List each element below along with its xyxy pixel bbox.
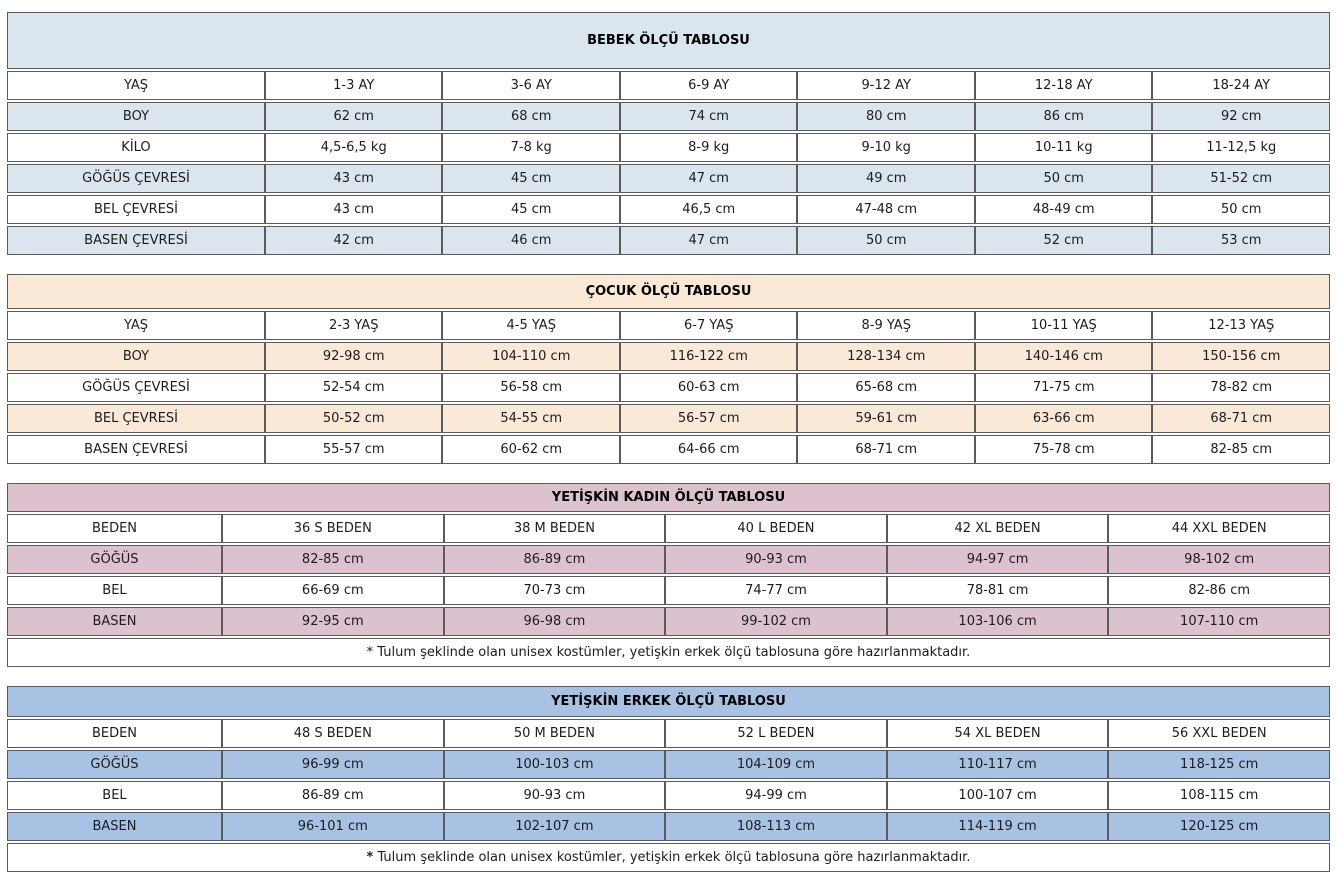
size-value-cell: 80 cm (797, 102, 975, 131)
table-footnote-row (7, 638, 1330, 667)
size-value-cell: 78-81 cm (887, 576, 1109, 605)
footnote-text: Tulum şeklinde olan unisex kostümler, yetişkin erkek ölçü tablosuna göre hazırlanmaktadır. (373, 645, 971, 660)
table-row (7, 781, 1330, 810)
size-value-cell: 9-10 kg (797, 133, 975, 162)
size-value-cell: 150-156 cm (1152, 342, 1330, 371)
size-value-cell: 42 cm (265, 226, 443, 255)
size-value-cell: 45 cm (442, 195, 620, 224)
cocuk-size-table (7, 272, 1330, 466)
size-value-cell: 98-102 cm (1108, 545, 1330, 574)
table-row (7, 607, 1330, 636)
size-value-cell: 8-9 kg (620, 133, 798, 162)
size-value-cell: 10-11 kg (975, 133, 1153, 162)
row-label: BEL ÇEVRESİ (7, 195, 265, 224)
size-value-cell: 63-66 cm (975, 404, 1153, 433)
size-value-cell: 7-8 kg (442, 133, 620, 162)
size-value-cell: 66-69 cm (222, 576, 444, 605)
table-row (7, 750, 1330, 779)
row-label: BASEN (7, 812, 222, 841)
size-value-cell: 10-11 YAŞ (975, 311, 1153, 340)
size-value-cell: 56-58 cm (442, 373, 620, 402)
size-value-cell: 46,5 cm (620, 195, 798, 224)
size-value-cell: 71-75 cm (975, 373, 1153, 402)
size-value-cell: 68-71 cm (797, 435, 975, 464)
row-label: BEDEN (7, 514, 222, 543)
size-value-cell: 59-61 cm (797, 404, 975, 433)
table-title-row (7, 483, 1330, 512)
table-row (7, 342, 1330, 371)
table-row (7, 719, 1330, 748)
size-value-cell: 40 L BEDEN (665, 514, 887, 543)
table-row (7, 812, 1330, 841)
size-value-cell: 128-134 cm (797, 342, 975, 371)
size-value-cell: 47-48 cm (797, 195, 975, 224)
size-tables-container (7, 10, 1330, 874)
size-value-cell: 90-93 cm (444, 781, 666, 810)
row-label: BEL (7, 781, 222, 810)
size-value-cell: 42 XL BEDEN (887, 514, 1109, 543)
size-value-cell: 18-24 AY (1152, 71, 1330, 100)
size-value-cell: 70-73 cm (444, 576, 666, 605)
size-value-cell: 50 cm (975, 164, 1153, 193)
size-value-cell: 60-62 cm (442, 435, 620, 464)
size-value-cell: 36 S BEDEN (222, 514, 444, 543)
table-title-row (7, 274, 1330, 309)
size-value-cell: 52-54 cm (265, 373, 443, 402)
size-value-cell: 86 cm (975, 102, 1153, 131)
row-label: YAŞ (7, 311, 265, 340)
size-value-cell: 52 L BEDEN (665, 719, 887, 748)
table-title-row (7, 12, 1330, 69)
size-value-cell: 56-57 cm (620, 404, 798, 433)
row-label: KİLO (7, 133, 265, 162)
size-value-cell: 75-78 cm (975, 435, 1153, 464)
size-value-cell: 68-71 cm (1152, 404, 1330, 433)
size-value-cell: 74-77 cm (665, 576, 887, 605)
table-footnote (7, 638, 1330, 667)
size-value-cell: 11-12,5 kg (1152, 133, 1330, 162)
size-value-cell: 12-13 YAŞ (1152, 311, 1330, 340)
size-value-cell: 102-107 cm (444, 812, 666, 841)
table-row (7, 435, 1330, 464)
row-label: BEL (7, 576, 222, 605)
size-value-cell: 78-82 cm (1152, 373, 1330, 402)
size-value-cell: 3-6 AY (442, 71, 620, 100)
table-title-row (7, 686, 1330, 717)
size-value-cell: 104-109 cm (665, 750, 887, 779)
size-value-cell: 116-122 cm (620, 342, 798, 371)
size-value-cell: 103-106 cm (887, 607, 1109, 636)
size-value-cell: 6-9 AY (620, 71, 798, 100)
size-value-cell: 6-7 YAŞ (620, 311, 798, 340)
row-label: BOY (7, 342, 265, 371)
size-value-cell: 9-12 AY (797, 71, 975, 100)
size-value-cell: 96-99 cm (222, 750, 444, 779)
size-value-cell: 8-9 YAŞ (797, 311, 975, 340)
footnote-asterisk: * (366, 645, 374, 660)
table-footnote (7, 843, 1330, 872)
size-value-cell: 107-110 cm (1108, 607, 1330, 636)
size-value-cell: 96-101 cm (222, 812, 444, 841)
row-label: BOY (7, 102, 265, 131)
size-value-cell: 94-97 cm (887, 545, 1109, 574)
row-label: BASEN ÇEVRESİ (7, 435, 265, 464)
table-row (7, 133, 1330, 162)
table-row (7, 514, 1330, 543)
size-value-cell: 100-103 cm (444, 750, 666, 779)
table-title: YETİŞKİN ERKEK ÖLÇÜ TABLOSU (7, 686, 1330, 717)
size-value-cell: 54 XL BEDEN (887, 719, 1109, 748)
size-value-cell: 96-98 cm (444, 607, 666, 636)
size-value-cell: 60-63 cm (620, 373, 798, 402)
size-value-cell: 86-89 cm (222, 781, 444, 810)
size-value-cell: 50-52 cm (265, 404, 443, 433)
size-value-cell: 54-55 cm (442, 404, 620, 433)
size-value-cell: 140-146 cm (975, 342, 1153, 371)
row-label: BASEN ÇEVRESİ (7, 226, 265, 255)
size-value-cell: 43 cm (265, 164, 443, 193)
size-value-cell: 50 cm (797, 226, 975, 255)
size-value-cell: 108-115 cm (1108, 781, 1330, 810)
size-value-cell: 108-113 cm (665, 812, 887, 841)
table-row (7, 311, 1330, 340)
size-value-cell: 82-85 cm (1152, 435, 1330, 464)
size-value-cell: 86-89 cm (444, 545, 666, 574)
size-value-cell: 82-86 cm (1108, 576, 1330, 605)
row-label: BEL ÇEVRESİ (7, 404, 265, 433)
size-value-cell: 2-3 YAŞ (265, 311, 443, 340)
size-value-cell: 55-57 cm (265, 435, 443, 464)
size-value-cell: 118-125 cm (1108, 750, 1330, 779)
size-value-cell: 38 M BEDEN (444, 514, 666, 543)
size-value-cell: 92-95 cm (222, 607, 444, 636)
size-value-cell: 48 S BEDEN (222, 719, 444, 748)
size-value-cell: 104-110 cm (442, 342, 620, 371)
size-value-cell: 44 XXL BEDEN (1108, 514, 1330, 543)
size-value-cell: 1-3 AY (265, 71, 443, 100)
size-value-cell: 62 cm (265, 102, 443, 131)
row-label: YAŞ (7, 71, 265, 100)
size-value-cell: 99-102 cm (665, 607, 887, 636)
row-label: GÖĞÜS ÇEVRESİ (7, 373, 265, 402)
row-label: BEDEN (7, 719, 222, 748)
size-value-cell: 47 cm (620, 226, 798, 255)
footnote-text: Tulum şeklinde olan unisex kostümler, yetişkin erkek ölçü tablosuna göre hazırlanmaktadır. (373, 850, 971, 865)
size-value-cell: 45 cm (442, 164, 620, 193)
size-value-cell: 120-125 cm (1108, 812, 1330, 841)
size-value-cell: 50 cm (1152, 195, 1330, 224)
table-row (7, 226, 1330, 255)
table-footnote-row (7, 843, 1330, 872)
kadin-size-table (7, 481, 1330, 669)
table-row (7, 545, 1330, 574)
size-value-cell: 94-99 cm (665, 781, 887, 810)
erkek-size-table (7, 684, 1330, 874)
row-label: BASEN (7, 607, 222, 636)
size-value-cell: 49 cm (797, 164, 975, 193)
footnote-asterisk: * (366, 850, 374, 865)
table-row (7, 71, 1330, 100)
table-row (7, 576, 1330, 605)
size-value-cell: 53 cm (1152, 226, 1330, 255)
size-value-cell: 12-18 AY (975, 71, 1153, 100)
row-label: GÖĞÜS (7, 750, 222, 779)
size-value-cell: 92 cm (1152, 102, 1330, 131)
row-label: GÖĞÜS (7, 545, 222, 574)
size-value-cell: 50 M BEDEN (444, 719, 666, 748)
table-title: BEBEK ÖLÇÜ TABLOSU (7, 12, 1330, 69)
size-value-cell: 43 cm (265, 195, 443, 224)
size-value-cell: 47 cm (620, 164, 798, 193)
size-value-cell: 114-119 cm (887, 812, 1109, 841)
size-value-cell: 56 XXL BEDEN (1108, 719, 1330, 748)
size-value-cell: 4-5 YAŞ (442, 311, 620, 340)
size-value-cell: 68 cm (442, 102, 620, 131)
size-value-cell: 92-98 cm (265, 342, 443, 371)
size-value-cell: 51-52 cm (1152, 164, 1330, 193)
size-value-cell: 110-117 cm (887, 750, 1109, 779)
size-value-cell: 82-85 cm (222, 545, 444, 574)
size-value-cell: 65-68 cm (797, 373, 975, 402)
size-value-cell: 46 cm (442, 226, 620, 255)
table-row (7, 195, 1330, 224)
size-value-cell: 64-66 cm (620, 435, 798, 464)
bebek-size-table (7, 10, 1330, 257)
size-value-cell: 52 cm (975, 226, 1153, 255)
row-label: GÖĞÜS ÇEVRESİ (7, 164, 265, 193)
size-value-cell: 100-107 cm (887, 781, 1109, 810)
size-value-cell: 74 cm (620, 102, 798, 131)
size-value-cell: 48-49 cm (975, 195, 1153, 224)
size-value-cell: 4,5-6,5 kg (265, 133, 443, 162)
table-title: ÇOCUK ÖLÇÜ TABLOSU (7, 274, 1330, 309)
table-row (7, 373, 1330, 402)
size-value-cell: 90-93 cm (665, 545, 887, 574)
table-row (7, 164, 1330, 193)
table-title: YETİŞKİN KADIN ÖLÇÜ TABLOSU (7, 483, 1330, 512)
table-row (7, 404, 1330, 433)
table-row (7, 102, 1330, 131)
